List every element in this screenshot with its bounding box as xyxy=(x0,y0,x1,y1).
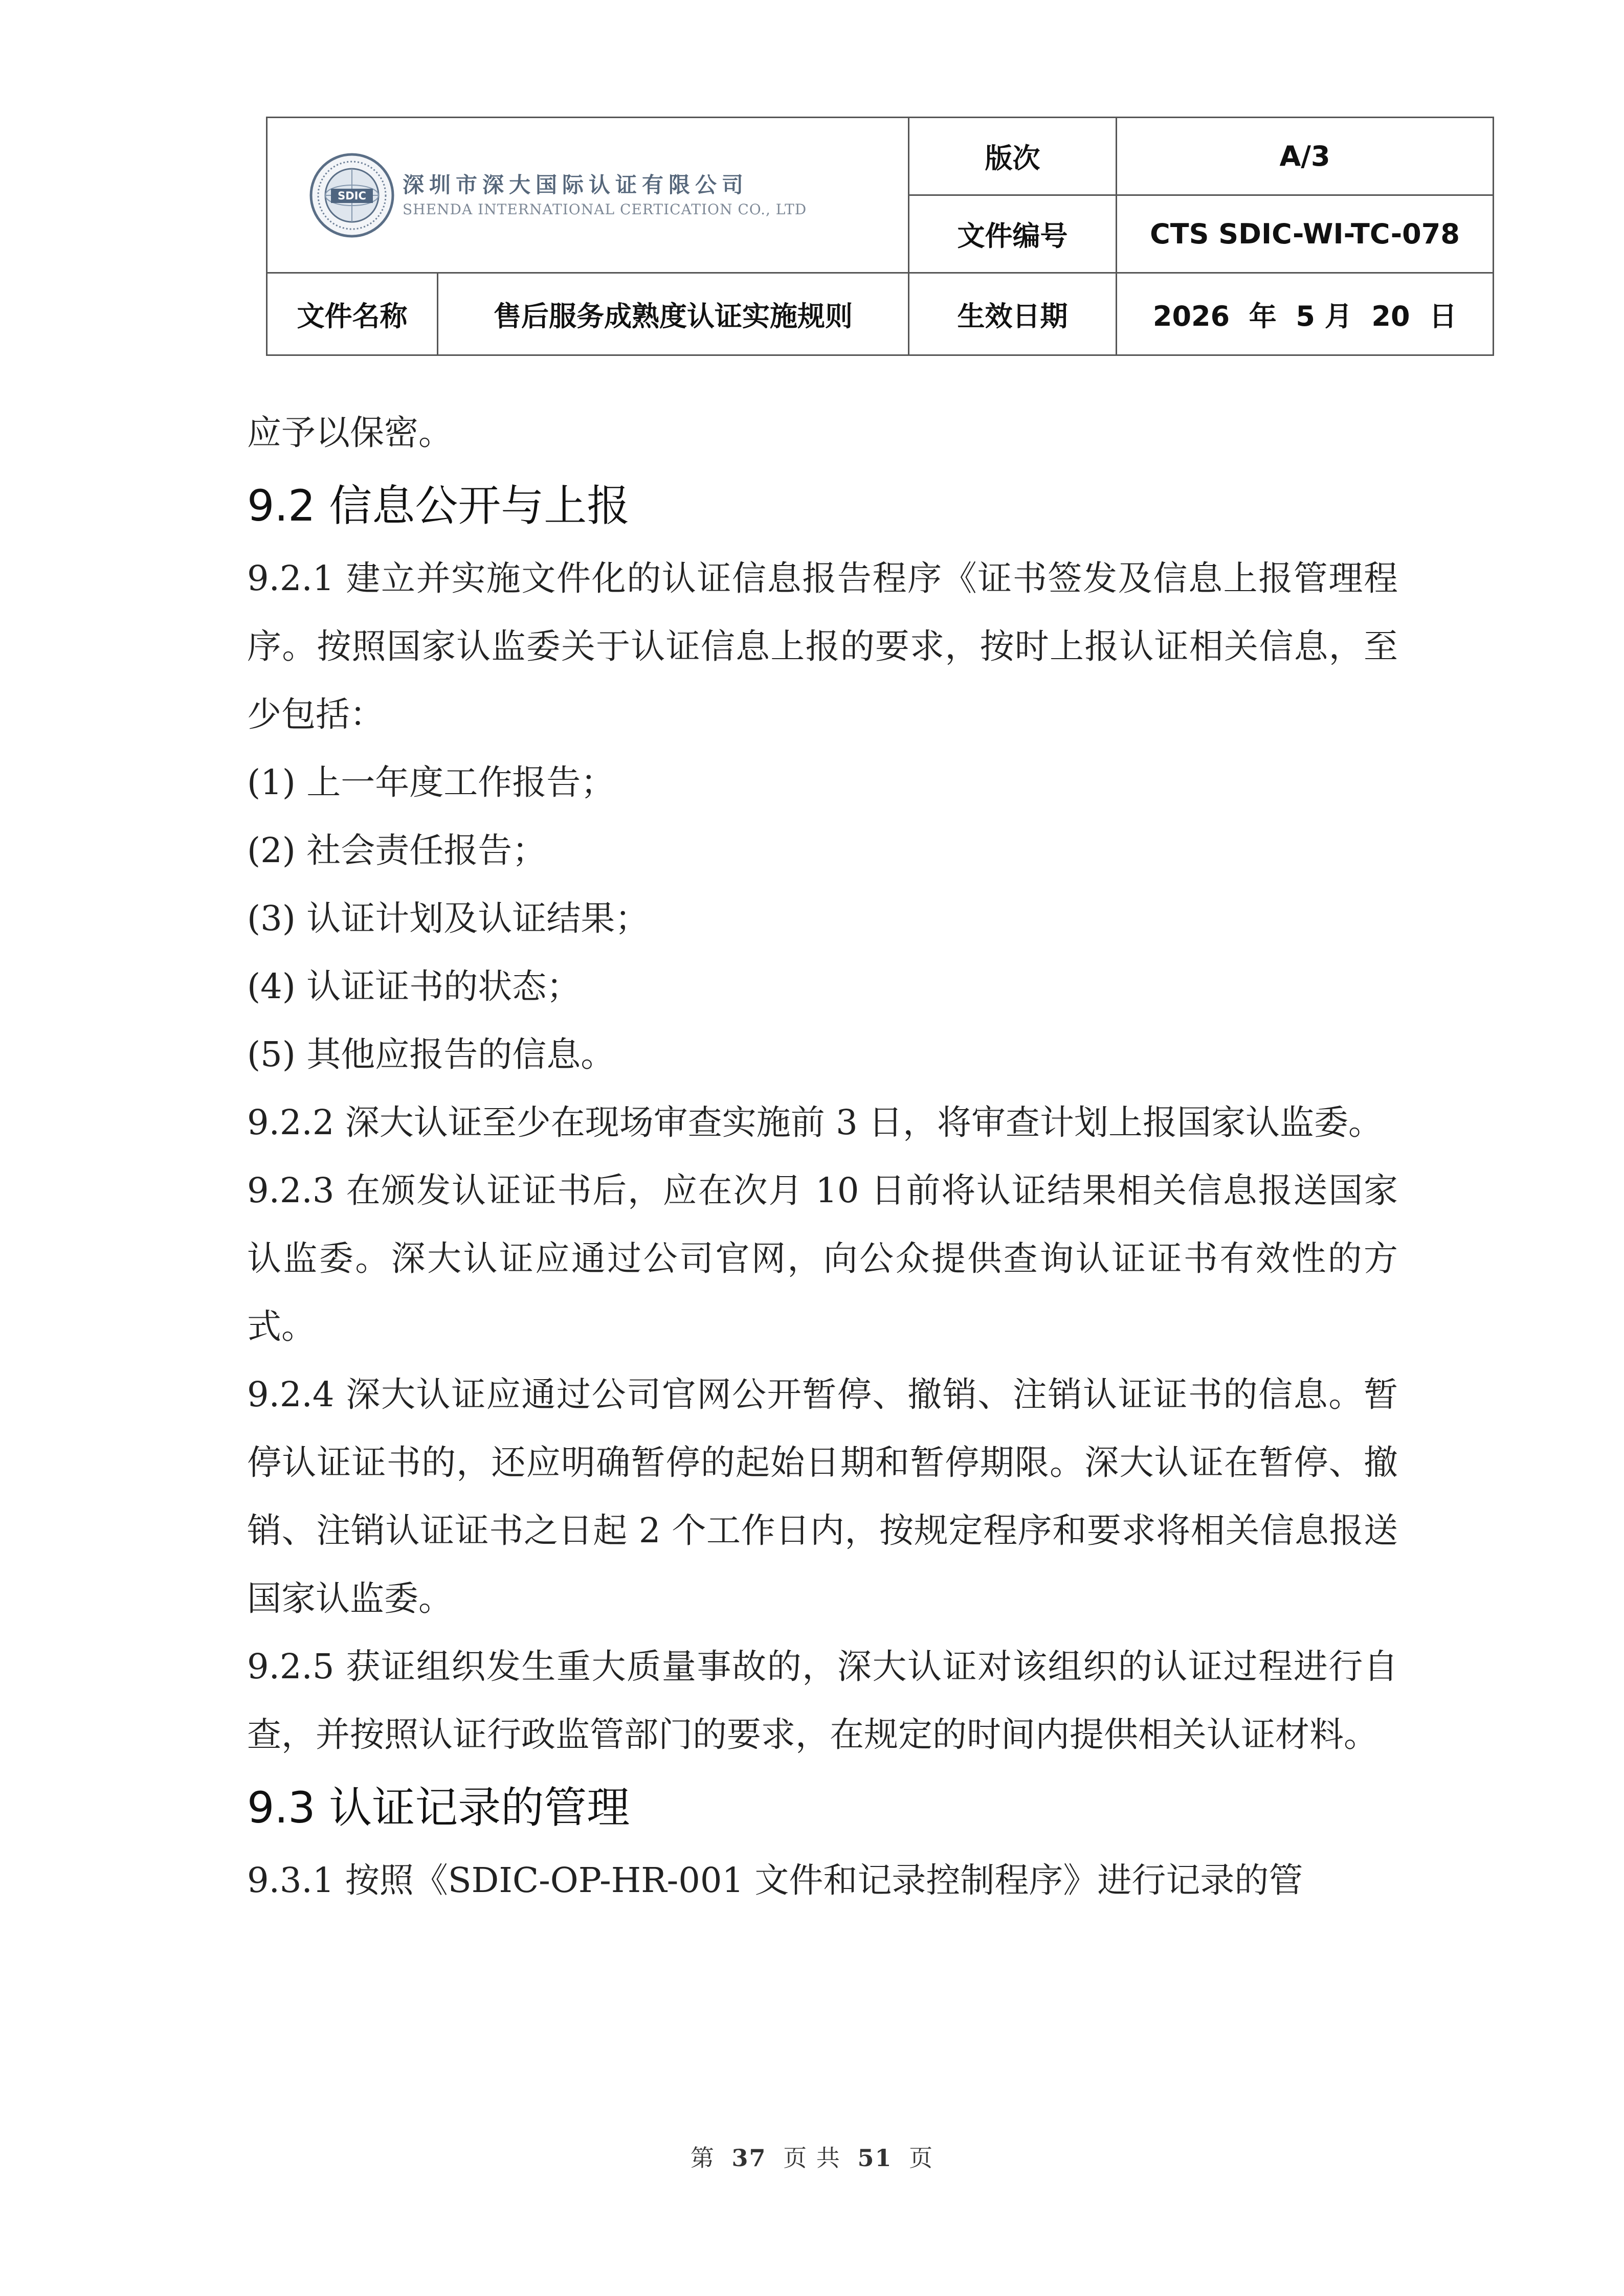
paragraph-9-3-1: 9.3.1 按照《SDIC-OP-HR-001 文件和记录控制程序》进行记录的管 xyxy=(247,1860,1303,1900)
footer-middle: 页 共 xyxy=(783,2144,841,2172)
version-label: 版次 xyxy=(909,118,1117,195)
footer-prefix: 第 xyxy=(690,2144,715,2172)
effective-date-label: 生效日期 xyxy=(909,273,1117,355)
paragraph-9-2-3: 9.2.3 在颁发认证证书后，应在次月 10 日前将认证结果相关信息报送国家认监委。深大认证应通过公司官网，向公众提供查询认证证书有效性的方式。 xyxy=(247,1170,1398,1346)
doc-number-value: CTS SDIC-WI-TC-078 xyxy=(1117,195,1494,273)
company-logo xyxy=(308,152,908,239)
section-9-3-heading: 9.3 认证记录的管理 xyxy=(247,1783,630,1833)
doc-number-label: 文件编号 xyxy=(909,195,1117,273)
section-9-2-heading: 9.2 信息公开与上报 xyxy=(247,481,630,531)
company-seal-icon xyxy=(308,152,395,239)
footer-suffix: 页 xyxy=(909,2144,934,2172)
total-page-count: 51 xyxy=(857,2144,893,2172)
company-name-cn: 深圳市深大国际认证有限公司 xyxy=(403,172,749,197)
current-page-number: 37 xyxy=(731,2144,767,2172)
company-name-en: SHENDA INTERNATIONAL CERTICATION CO., LTD xyxy=(403,200,807,218)
logo-text: SDIC xyxy=(338,189,366,202)
document-body xyxy=(247,399,1398,1915)
paragraph-9-2-2: 9.2.2 深大认证至少在现场审查实施前 3 日，将审查计划上报国家认监委。 xyxy=(247,1102,1383,1142)
paragraph-9-2-1: 9.2.1 建立并实施文件化的认证信息报告程序《证书签发及信息上报管理程序。按照国家认监委关于认证信息上报的要求，按时上报认证相关信息，至少包括： xyxy=(247,558,1398,734)
version-value: A/3 xyxy=(1117,118,1494,195)
list-item: (5) 其他应报告的信息。 xyxy=(247,1034,615,1074)
doc-name-value: 售后服务成熟度认证实施规则 xyxy=(438,273,909,355)
continuation-text: 应予以保密。 xyxy=(247,413,453,453)
doc-name-label: 文件名称 xyxy=(267,273,438,355)
company-logo-cell xyxy=(267,118,909,273)
list-item: (1) 上一年度工作报告； xyxy=(247,762,615,802)
list-item: (2) 社会责任报告； xyxy=(247,830,547,870)
paragraph-9-2-5: 9.2.5 获证组织发生重大质量事故的，深大认证对该组织的认证过程进行自查，并按照认证行政监管部门的要求，在规定的时间内提供相关认证材料。 xyxy=(247,1647,1398,1754)
list-item: (3) 认证计划及认证结果； xyxy=(247,898,650,938)
paragraph-9-2-4: 9.2.4 深大认证应通过公司官网公开暂停、撤销、注销认证证书的信息。暂停认证证书的，还应明确暂停的起始日期和暂停期限。深大认证在暂停、撤销、注销认证证书之日起 2 个工作日内，按规定程序和要求将相关信息报送国家认监委。 xyxy=(247,1375,1398,1618)
list-item: (4) 认证证书的状态； xyxy=(247,966,581,1006)
effective-date-value: 2026 年 5 月 20 日 xyxy=(1117,273,1494,355)
document-header-table xyxy=(266,117,1494,356)
page-footer xyxy=(0,2140,1624,2173)
